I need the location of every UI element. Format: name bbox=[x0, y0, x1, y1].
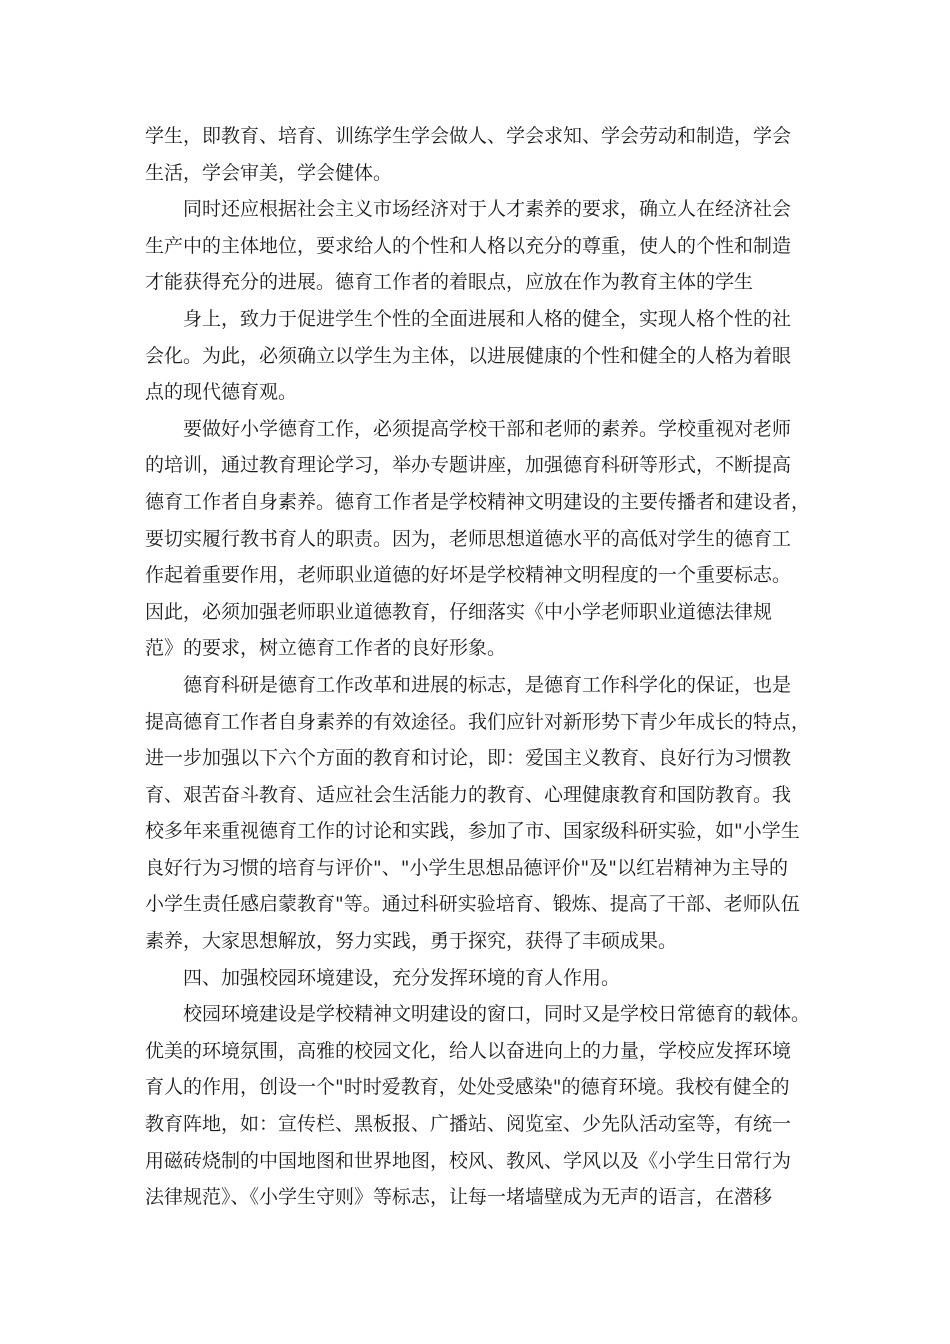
text-line: 育、艰苦奋斗教育、适应社会生活能力的教育、心理健康教育和国防教育。我 bbox=[145, 783, 792, 806]
text-line: 四、加强校园环境建设，充分发挥环境的育人作用。 bbox=[183, 966, 621, 989]
text-line: 优美的环境氛围，高雅的校园文化，给人以奋进向上的力量，学校应发挥环境 bbox=[145, 1039, 792, 1062]
text-line: 生产中的主体地位，要求给人的个性和人格以充分的尊重，使人的个性和制造 bbox=[145, 234, 792, 257]
text-line: 学生，即教育、培育、训练学生学会做人、学会求知、学会劳动和制造，学会 bbox=[145, 125, 792, 147]
text-line: 用磁砖烧制的中国地图和世界地图，校风、教风、学风以及《小学生日常行为 bbox=[145, 1149, 792, 1172]
text-line: 因此，必须加强老师职业道德教育，仔细落实《中小学老师职业道德法律规 bbox=[145, 600, 773, 623]
text-line: 校园环境建设是学校精神文明建设的窗口，同时又是学校日常德育的载体。 bbox=[183, 1003, 811, 1026]
text-line: 素养，大家思想解放，努力实践，勇于探究，获得了丰硕成果。 bbox=[145, 930, 678, 953]
text-line: 教育阵地，如：宣传栏、黑板报、广播站、阅览室、少先队活动室等，有统一 bbox=[145, 1113, 792, 1136]
text-line: 要做好小学德育工作，必须提高学校干部和老师的素养。学校重视对老师 bbox=[183, 417, 792, 440]
text-line: 范》的要求，树立德育工作者的良好形象。 bbox=[145, 637, 507, 660]
text-line: 点的现代德育观。 bbox=[145, 381, 298, 404]
text-line: 良好行为习惯的培育与评价"、"小学生思想品德评价"及"以红岩精神为主导的 bbox=[145, 856, 788, 879]
text-line: 德育科研是德育工作改革和进展的标志，是德育工作科学化的保证，也是 bbox=[183, 673, 792, 696]
body-text bbox=[145, 118, 810, 1216]
text-line: 育人的作用，创设一个"时时爱教育，处处受感染"的德育环境。我校有健全的 bbox=[145, 1076, 790, 1099]
text-line: 法律规范》、《小学生守则》等标志，让每一堵墙壁成为无声的语言，在潜移 bbox=[145, 1186, 773, 1209]
text-line: 作起着重要作用，老师职业道德的好坏是学校精神文明程度的一个重要标志。 bbox=[145, 564, 792, 587]
text-line: 提高德育工作者自身素养的有效途径。我们应针对新形势下青少年成长的特点， bbox=[145, 710, 811, 733]
text-line: 小学生责任感启蒙教育"等。通过科研实验培育、锻炼、提高了干部、老师队伍 bbox=[145, 893, 800, 916]
text-line: 的培训，通过教育理论学习，举办专题讲座，加强德育科研等形式，不断提高 bbox=[145, 454, 792, 477]
text-line: 校多年来重视德育工作的讨论和实践，参加了市、国家级科研实验，如"小学生 bbox=[145, 820, 800, 843]
text-line: 会化。为此，必须确立以学生为主体，以进展健康的个性和健全的人格为着眼 bbox=[145, 344, 792, 367]
text-line: 才能获得充分的进展。德育工作者的着眼点，应放在作为教育主体的学生 bbox=[145, 271, 754, 294]
text-line: 进一步加强以下六个方面的教育和讨论，即：爱国主义教育、良好行为习惯教 bbox=[145, 747, 792, 770]
text-line: 生活，学会审美，学会健体。 bbox=[145, 161, 393, 184]
text-line: 德育工作者自身素养。德育工作者是学校精神文明建设的主要传播者和建设者， bbox=[145, 490, 811, 513]
text-line: 同时还应根据社会主义市场经济对于人才素养的要求，确立人在经济社会 bbox=[183, 198, 792, 221]
text-line: 要切实履行教书育人的职责。因为，老师思想道德水平的高低对学生的德育工 bbox=[145, 527, 792, 550]
text-line: 身上，致力于促进学生个性的全面进展和人格的健全，实现人格个性的社 bbox=[183, 307, 792, 330]
